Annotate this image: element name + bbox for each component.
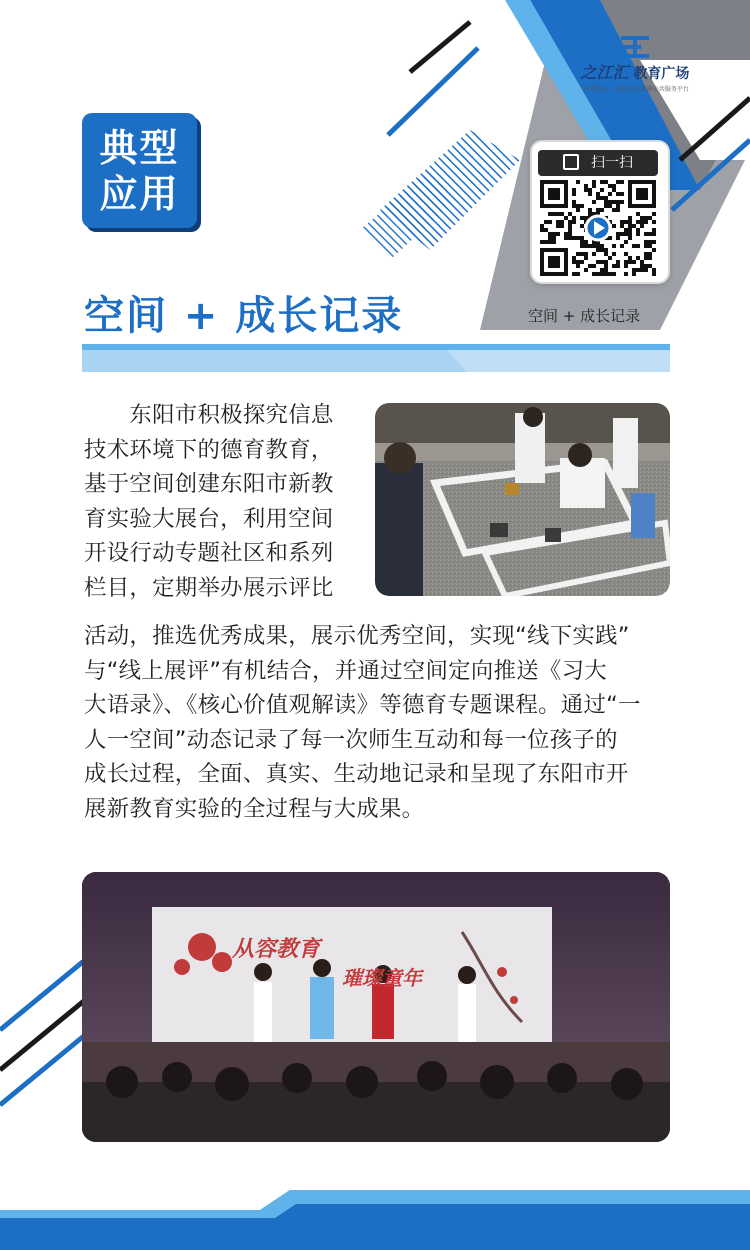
stage-banner-line-2: 璀璨童年 [342, 966, 422, 990]
logo-brand-text: 教育广场 [633, 66, 690, 82]
logo-subtitle: 中国教育云 · 浙江教育资源公共服务平台 [581, 86, 689, 93]
qr-caption: 空间 + 成长记录 [528, 307, 641, 325]
body-paragraph-intro [84, 398, 359, 605]
platform-logo [560, 36, 710, 106]
stage-banner-line-1: 从容教育 [232, 936, 321, 962]
body-line: 栏目，定期举办展示评比 [84, 574, 334, 601]
scan-label: 扫一扫 [591, 155, 633, 171]
logo-brand-script: 之江汇 [580, 63, 629, 82]
body-line: 东阳市积极探究信息 [84, 402, 334, 428]
body-line: 成长过程，全面、真实、生动地记录和呈现了东阳市开 [84, 761, 629, 787]
logo-brand [560, 60, 710, 83]
page-title: 空间 + 成长记录 [84, 293, 404, 339]
scan-bar [538, 150, 658, 176]
logo-mark-icon [621, 36, 649, 58]
qr-code-image[interactable] [540, 180, 658, 276]
body-paragraph-continued [84, 619, 674, 826]
body-line: 开设行动专题社区和系列 [84, 540, 334, 566]
category-badge [82, 113, 197, 228]
badge-line-1: 典型 [99, 125, 180, 170]
stage-performance-photo [82, 872, 670, 1142]
body-line: 大语录》、《核心价值观解读》等德育专题课程。通过“一 [84, 692, 641, 718]
badge-line-2: 应用 [99, 171, 180, 216]
body-line: 展新教育实验的全过程与大成果。 [84, 795, 425, 822]
body-line: 技术环境下的德育教育， [84, 436, 334, 463]
body-line: 人一空间”动态记录了每一次师生互动和每一位孩子的 [84, 726, 618, 753]
qr-code-card[interactable] [530, 140, 670, 284]
scan-icon [563, 154, 579, 170]
body-line: 活动，推选优秀成果，展示优秀空间，实现“线下实践” [84, 623, 630, 649]
body-line: 基于空间创建东阳市新教 [84, 471, 334, 497]
decorative-geometry-bottom-left [0, 960, 90, 1110]
body-line: 育实验大展台，利用空间 [84, 505, 334, 532]
body-line: 与“线上展评”有机结合，并通过空间定向推送《习大 [84, 657, 607, 684]
title-underline-bar [82, 344, 670, 372]
robotics-activity-photo [375, 403, 670, 596]
footer-bar [0, 1190, 750, 1250]
